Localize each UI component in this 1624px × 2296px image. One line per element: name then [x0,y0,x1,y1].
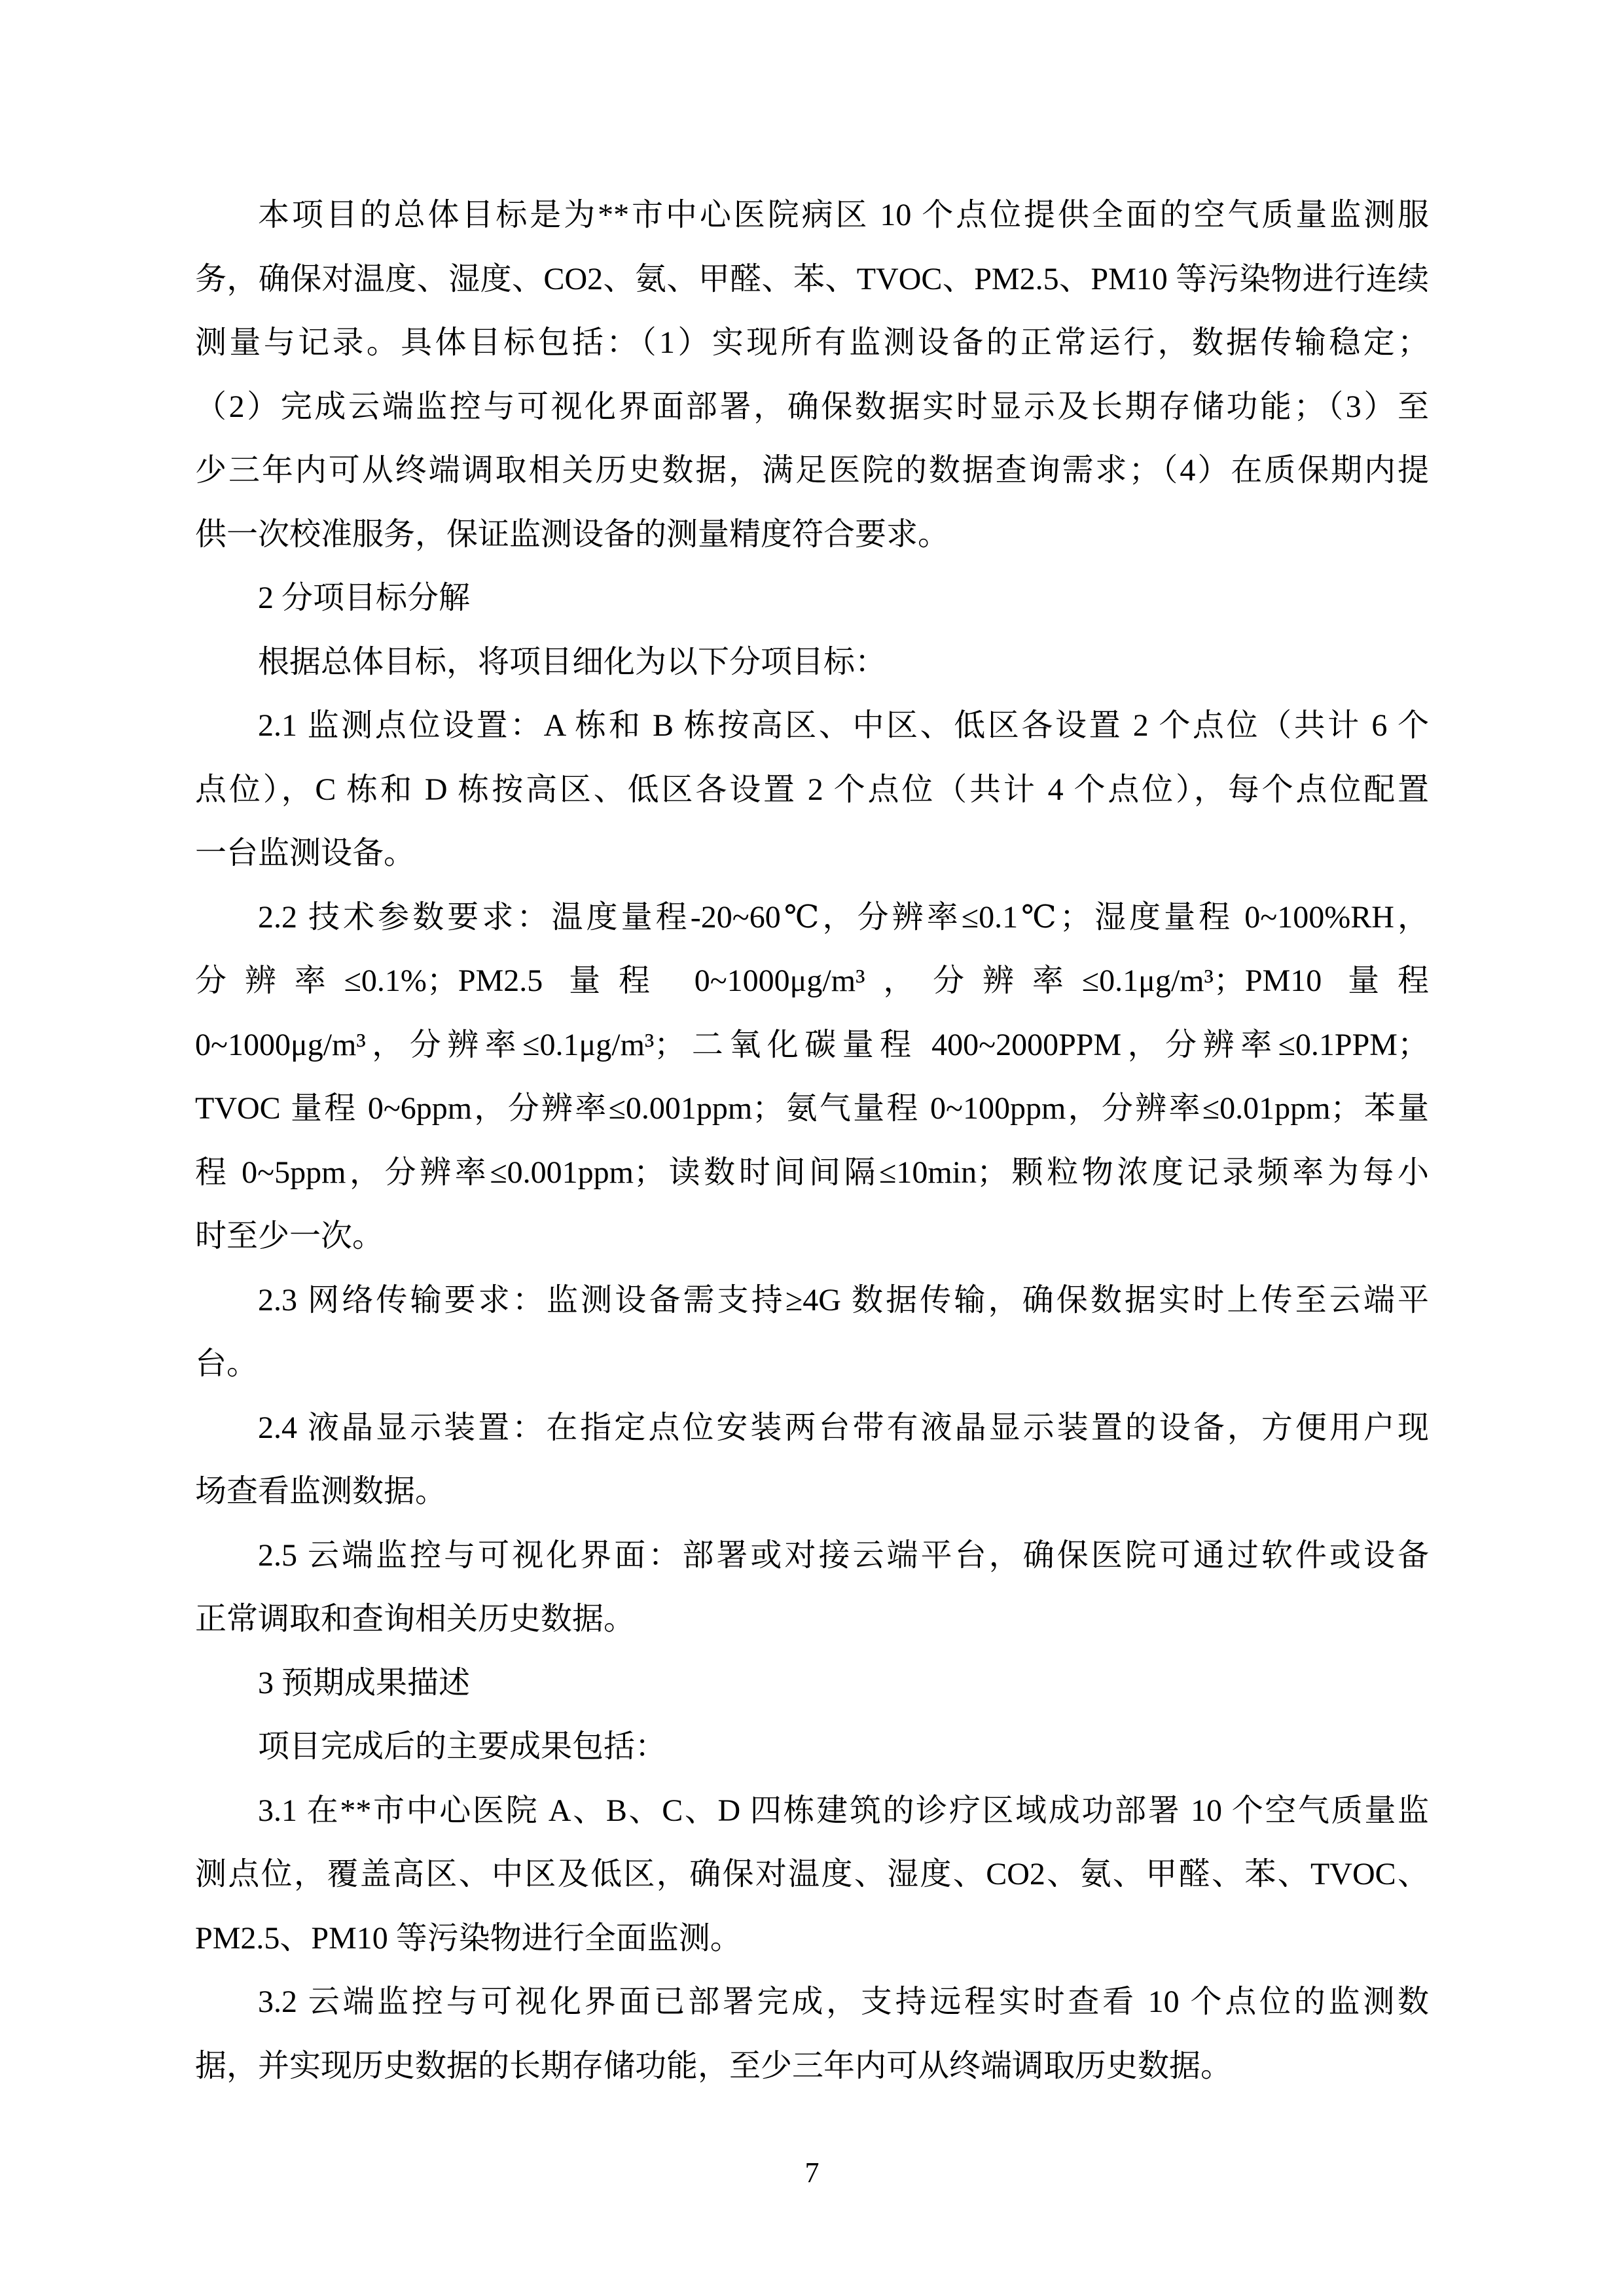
text-line: 台。 [195,1346,259,1381]
text-line: 0~1000μg/m³，分辨率≤0.1μg/m³；二氧化碳量程 400~2000PPM，分辨率≤0.1PPM； [195,1027,1429,1062]
text-line: 3 预期成果描述 [258,1665,471,1700]
text-line: 2.1 监测点位设置：A 栋和 B 栋按高区、中区、低区各设置 2 个点位（共计 6 个 [258,708,1429,743]
text-line: 本项目的总体目标是为**市中心医院病区 10 个点位提供全面的空气质量监测服 [258,198,1429,232]
text-line: 测点位，覆盖高区、中区及低区，确保对温度、湿度、CO2、氨、甲醛、苯、TVOC、 [195,1857,1429,1892]
text-line: 少三年内可从终端调取相关历史数据，满足医院的数据查询需求；（4）在质保期内提 [195,453,1429,488]
text-line: 2.5 云端监控与可视化界面：部署或对接云端平台，确保医院可通过软件或设备 [258,1537,1429,1573]
document-body [195,183,1429,2098]
text-line: 项目完成后的主要成果包括： [258,1729,667,1764]
text-line: 务，确保对温度、湿度、CO2、氨、甲醛、苯、TVOC、PM2.5、PM10 等污染物进行连续 [195,261,1429,296]
text-line: 正常调取和查询相关历史数据。 [195,1602,636,1636]
text-line: 场查看监测数据。 [195,1474,447,1509]
text-line: 程 0~5ppm，分辨率≤0.001ppm；读数时间间隔≤10min；颗粒物浓度记录频率为每小 [195,1155,1429,1190]
text-line: 分辨率≤0.1%；PM2.5 量程 0~1000μg/m³，分辨率≤0.1μg/m³；PM10 量程 [195,963,1429,998]
text-line: 据，并实现历史数据的长期存储功能，至少三年内可从终端调取历史数据。 [195,2048,1233,2083]
text-line: 2.3 网络传输要求：监测设备需支持≥4G 数据传输，确保数据实时上传至云端平 [258,1282,1429,1318]
text-line: （2）完成云端监控与可视化界面部署，确保数据实时显示及长期存储功能；（3）至 [195,389,1429,424]
text-line: 2 分项目标分解 [258,581,471,615]
text-line: 时至少一次。 [195,1219,384,1253]
text-line: 2.4 液晶显示装置：在指定点位安装两台带有液晶显示装置的设备，方便用户现 [258,1410,1429,1445]
text-line: 点位），C 栋和 D 栋按高区、低区各设置 2 个点位（共计 4 个点位），每个点位配置 [195,772,1429,807]
text-line: 2.2 技术参数要求：温度量程-20~60℃，分辨率≤0.1℃；湿度量程 0~100%RH， [258,899,1429,935]
text-line: 3.1 在**市中心医院 A、B、C、D 四栋建筑的诊疗区域成功部署 10 个空气质量监 [258,1793,1429,1828]
page-number: 7 [804,2157,820,2189]
text-line: PM2.5、PM10 等污染物进行全面监测。 [195,1920,742,1956]
text-line: 根据总体目标，将项目细化为以下分项目标： [258,644,887,679]
text-line: 3.2 云端监控与可视化界面已部署完成，支持远程实时查看 10 个点位的监测数 [258,1984,1429,2019]
text-line: 供一次校准服务，保证监测设备的测量精度符合要求。 [195,516,950,552]
text-line: TVOC 量程 0~6ppm，分辨率≤0.001ppm；氨气量程 0~100ppm，分辨率≤0.01ppm；苯量 [195,1091,1429,1126]
text-line: 一台监测设备。 [195,836,416,870]
text-line: 测量与记录。具体目标包括：（1）实现所有监测设备的正常运行，数据传输稳定； [195,325,1429,360]
